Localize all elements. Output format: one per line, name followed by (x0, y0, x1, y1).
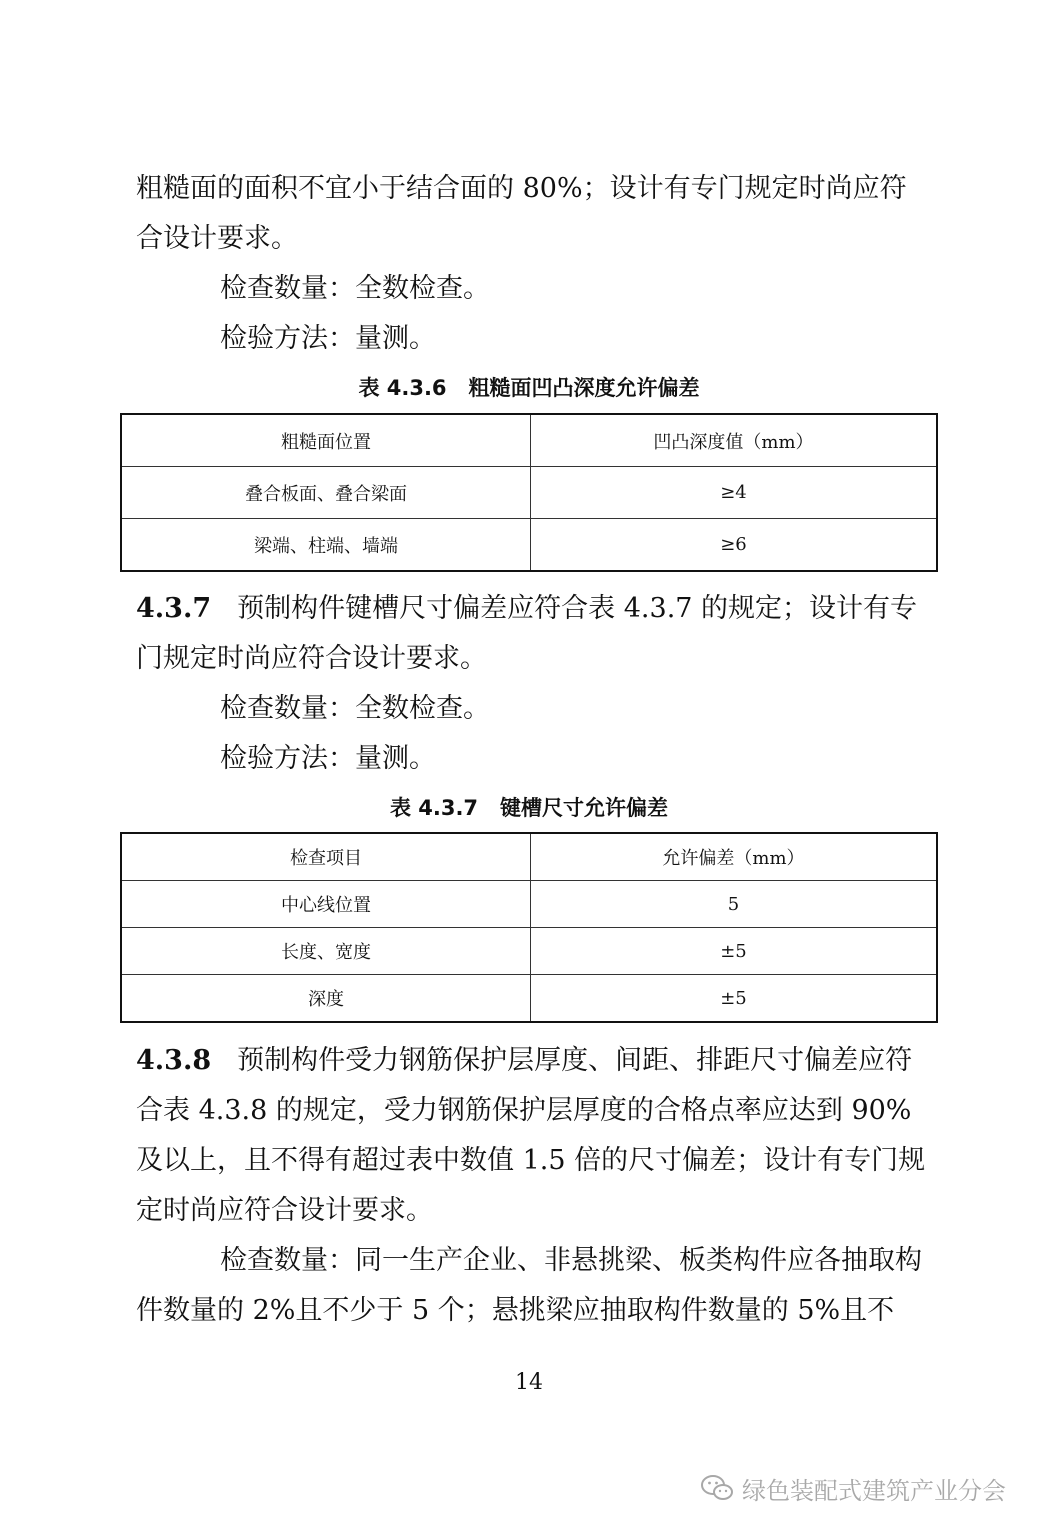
table-row (121, 881, 937, 928)
page-number: 14 (515, 1370, 543, 1395)
table-header-cell: 凹凸深度值（mm） (531, 414, 938, 467)
table-cell: 叠合板面、叠合梁面 (121, 467, 531, 519)
table-header-cell: 允许偏差（mm） (531, 833, 938, 881)
table-cell: 5 (531, 881, 938, 928)
table-cell: 中心线位置 (121, 881, 531, 928)
watermark-text: 绿色装配式建筑产业分会 (742, 1476, 1006, 1505)
paragraph-keyway-deviation (136, 584, 926, 684)
table-row (121, 519, 937, 572)
table-header-row (121, 414, 937, 467)
paragraph-roughness-area: 粗糙面的面积不宜小于结合面的 80%；设计有专门规定时尚应符合设计要求。 (136, 173, 907, 254)
table-cell: 梁端、柱端、墙端 (121, 519, 531, 572)
table-cell: 深度 (121, 975, 531, 1023)
table-cell: ±5 (531, 975, 938, 1023)
keyway-deviation-table (120, 832, 938, 1023)
table-caption-number: 表 4.3.7 (389, 796, 479, 820)
table-caption (0, 372, 1058, 402)
table-caption-title: 键槽尺寸允许偏差 (500, 796, 669, 820)
table-row (121, 467, 937, 519)
paragraph-inspection-method: 检验方法：量测。 (220, 743, 436, 774)
table-row (121, 975, 937, 1023)
table-cell: ≥6 (531, 519, 938, 572)
table-cell: ±5 (531, 928, 938, 975)
watermark (700, 1466, 1006, 1510)
table-caption-title: 粗糙面凹凸深度允许偏差 (468, 376, 700, 400)
paragraph-inspection-method: 检验方法：量测。 (220, 323, 436, 354)
paragraph-rebar-cover (136, 1036, 926, 1236)
table-cell: ≥4 (531, 467, 938, 519)
paragraph-sampling-quantity: 检查数量：同一生产企业、非悬挑梁、板类构件应各抽取构件数量的 2%且不少于 5 个；悬挑梁应抽取构件数量的 5%且不 (136, 1245, 922, 1326)
section-text: 预制构件受力钢筋保护层厚度、间距、排距尺寸偏差应符合表 4.3.8 的规定，受力钢筋保护层厚度的合格点率应达到 90%及以上，且不得有超过表中数值 1.5 倍的尺寸偏差；设计有专门规定时尚应符合设计要求。 (136, 1045, 926, 1226)
section-number: 4.3.7 (136, 593, 212, 624)
table-cell: 长度、宽度 (121, 928, 531, 975)
table-header-cell: 检查项目 (121, 833, 531, 881)
table-row (121, 928, 937, 975)
table-caption (0, 792, 1058, 822)
paragraph-inspection-quantity: 检查数量：全数检查。 (220, 693, 490, 724)
table-header-row (121, 833, 937, 881)
roughness-depth-table (120, 413, 938, 572)
table-caption-number: 表 4.3.6 (358, 376, 447, 400)
paragraph-inspection-quantity: 检查数量：全数检查。 (220, 273, 490, 304)
section-text: 预制构件键槽尺寸偏差应符合表 4.3.7 的规定；设计有专门规定时尚应符合设计要求。 (136, 593, 918, 674)
section-number: 4.3.8 (136, 1045, 212, 1076)
table-header-cell: 粗糙面位置 (121, 414, 531, 467)
wechat-icon (700, 1473, 734, 1503)
